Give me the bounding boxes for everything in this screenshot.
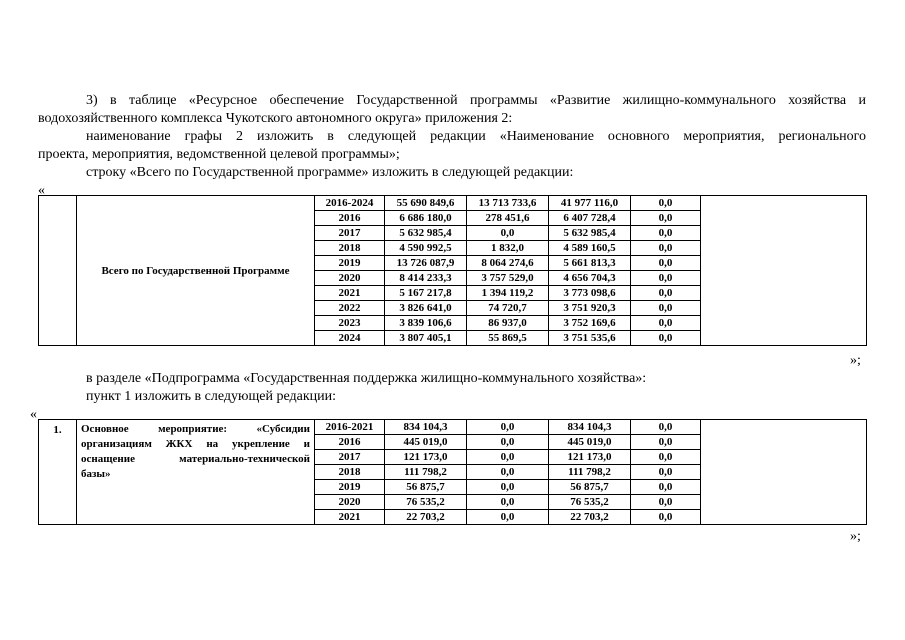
amount-cell: 0,0	[631, 226, 701, 241]
amount-cell: 41 977 116,0	[549, 196, 631, 211]
amount-cell: 4 589 160,5	[549, 241, 631, 256]
amount-cell: 0,0	[631, 465, 701, 480]
amount-cell: 0,0	[631, 271, 701, 286]
label-line: базы»	[81, 468, 111, 480]
year-cell: 2021	[315, 286, 385, 301]
amount-cell: 0,0	[467, 465, 549, 480]
open-quote-1: «	[38, 183, 45, 198]
close-quote-2: »;	[850, 529, 861, 544]
amount-cell: 4 656 704,3	[549, 271, 631, 286]
amount-cell: 56 875,7	[385, 480, 467, 495]
amount-cell: 834 104,3	[549, 420, 631, 435]
total-program-table	[38, 195, 867, 346]
open-quote-2: «	[30, 407, 37, 422]
row-number-cell: 1.	[39, 420, 77, 525]
amount-cell: 13 713 733,6	[467, 196, 549, 211]
label-line: оснащение материально-технической	[81, 453, 310, 465]
amount-cell: 5 661 813,3	[549, 256, 631, 271]
amount-cell: 445 019,0	[385, 435, 467, 450]
amount-cell: 111 798,2	[385, 465, 467, 480]
amount-cell: 3 757 529,0	[467, 271, 549, 286]
amount-cell: 834 104,3	[385, 420, 467, 435]
amount-cell: 0,0	[467, 510, 549, 525]
row-label-cell	[77, 420, 315, 525]
amount-cell: 0,0	[467, 226, 549, 241]
year-cell: 2017	[315, 226, 385, 241]
amount-cell: 0,0	[631, 301, 701, 316]
amount-cell: 0,0	[631, 480, 701, 495]
amount-cell: 3 773 098,6	[549, 286, 631, 301]
empty-cell	[701, 196, 867, 346]
amount-cell: 0,0	[631, 196, 701, 211]
intro-line-1: 3) в таблице «Ресурсное обеспечение Государственной программы «Развитие жилищно-коммунального хозяйства и	[86, 93, 866, 108]
intro-line-2: водохозяйственного комплекса Чукотского автономного округа» приложения 2:	[38, 111, 513, 126]
amount-cell: 3 752 169,6	[549, 316, 631, 331]
table-row	[39, 196, 867, 211]
amount-cell: 3 751 535,6	[549, 331, 631, 346]
year-cell: 2022	[315, 301, 385, 316]
year-cell: 2016-2021	[315, 420, 385, 435]
amount-cell: 56 875,7	[549, 480, 631, 495]
intro-line-4: проекта, мероприятия, ведомственной целевой программы»;	[38, 147, 400, 162]
amount-cell: 0,0	[467, 450, 549, 465]
amount-cell: 0,0	[631, 495, 701, 510]
amount-cell: 6 407 728,4	[549, 211, 631, 226]
close-quote-1: »;	[850, 353, 861, 368]
amount-cell: 0,0	[467, 495, 549, 510]
point-line: пункт 1 изложить в следующей редакции:	[86, 389, 336, 404]
row-label-cell: Всего по Государственной Программе	[77, 196, 315, 346]
amount-cell: 55 869,5	[467, 331, 549, 346]
amount-cell: 0,0	[631, 510, 701, 525]
amount-cell: 121 173,0	[385, 450, 467, 465]
amount-cell: 0,0	[631, 211, 701, 226]
amount-cell: 22 703,2	[385, 510, 467, 525]
amount-cell: 121 173,0	[549, 450, 631, 465]
amount-cell: 76 535,2	[385, 495, 467, 510]
amount-cell: 0,0	[467, 420, 549, 435]
label-line: Основное мероприятие: «Субсидии	[81, 423, 310, 435]
intro-line-3: наименование графы 2 изложить в следующей редакции «Наименование основного мероприятия, регионального	[86, 129, 866, 144]
amount-cell: 86 937,0	[467, 316, 549, 331]
amount-cell: 5 632 985,4	[549, 226, 631, 241]
year-cell: 2021	[315, 510, 385, 525]
amount-cell: 3 807 405,1	[385, 331, 467, 346]
year-cell: 2017	[315, 450, 385, 465]
amount-cell: 22 703,2	[549, 510, 631, 525]
amount-cell: 0,0	[631, 316, 701, 331]
year-cell: 2016-2024	[315, 196, 385, 211]
amount-cell: 0,0	[631, 256, 701, 271]
year-cell: 2020	[315, 271, 385, 286]
amount-cell: 0,0	[631, 435, 701, 450]
amount-cell: 3 839 106,6	[385, 316, 467, 331]
amount-cell: 1 394 119,2	[467, 286, 549, 301]
amount-cell: 0,0	[631, 450, 701, 465]
table-row	[39, 420, 867, 435]
amount-cell: 111 798,2	[549, 465, 631, 480]
amount-cell: 0,0	[467, 435, 549, 450]
year-cell: 2019	[315, 256, 385, 271]
amount-cell: 8 414 233,3	[385, 271, 467, 286]
intro-line-5: строку «Всего по Государственной программе» изложить в следующей редакции:	[86, 165, 574, 180]
amount-cell: 278 451,6	[467, 211, 549, 226]
amount-cell: 0,0	[631, 286, 701, 301]
amount-cell: 445 019,0	[549, 435, 631, 450]
label-line: организациям ЖКХ на укрепление и	[81, 438, 310, 450]
year-cell: 2018	[315, 465, 385, 480]
amount-cell: 6 686 180,0	[385, 211, 467, 226]
amount-cell: 76 535,2	[549, 495, 631, 510]
year-cell: 2018	[315, 241, 385, 256]
amount-cell: 3 751 920,3	[549, 301, 631, 316]
amount-cell: 0,0	[631, 420, 701, 435]
year-cell: 2016	[315, 435, 385, 450]
amount-cell: 5 167 217,8	[385, 286, 467, 301]
empty-cell	[701, 420, 867, 525]
year-cell: 2023	[315, 316, 385, 331]
amount-cell: 0,0	[631, 331, 701, 346]
amount-cell: 55 690 849,6	[385, 196, 467, 211]
amount-cell: 5 632 985,4	[385, 226, 467, 241]
amount-cell: 0,0	[631, 241, 701, 256]
subsidy-table	[38, 419, 867, 525]
section-line: в разделе «Подпрограмма «Государственная поддержка жилищно-коммунального хозяйства»:	[86, 371, 647, 386]
amount-cell: 0,0	[467, 480, 549, 495]
row-number-cell	[39, 196, 77, 346]
year-cell: 2024	[315, 331, 385, 346]
amount-cell: 3 826 641,0	[385, 301, 467, 316]
amount-cell: 1 832,0	[467, 241, 549, 256]
amount-cell: 4 590 992,5	[385, 241, 467, 256]
amount-cell: 13 726 087,9	[385, 256, 467, 271]
year-cell: 2016	[315, 211, 385, 226]
amount-cell: 74 720,7	[467, 301, 549, 316]
year-cell: 2019	[315, 480, 385, 495]
amount-cell: 8 064 274,6	[467, 256, 549, 271]
year-cell: 2020	[315, 495, 385, 510]
